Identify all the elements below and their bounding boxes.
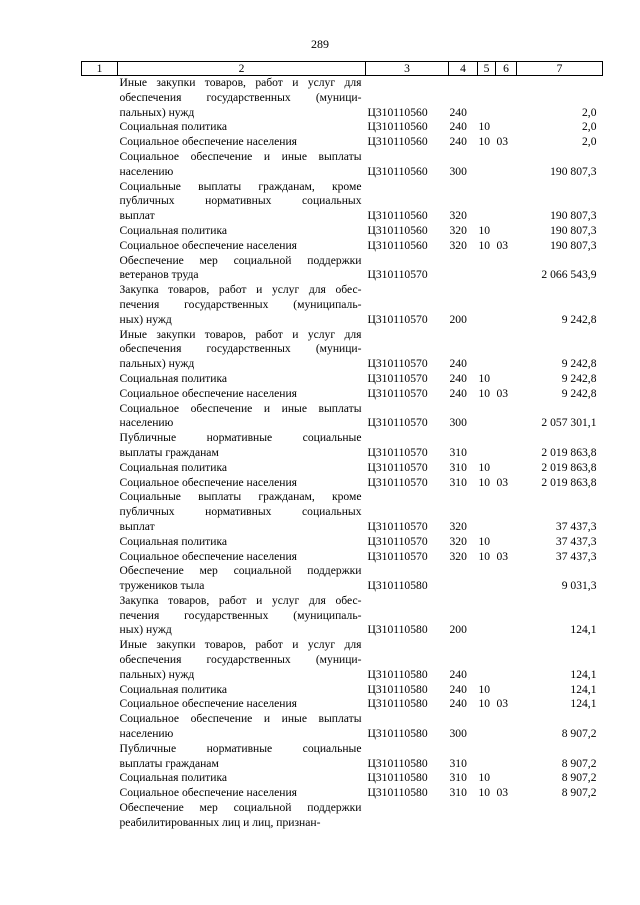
row-subsection-cell [496,801,517,831]
row-amount-cell: 8 907,2 [561,771,597,785]
row-section-cell: 10 [478,386,491,400]
row-name-line: ных) нужд [119,623,172,637]
row-section-cell [478,328,496,372]
row-number-cell [82,550,118,565]
row-section-cell [478,431,496,461]
row-number-cell [82,697,118,712]
row-code-cell: Ц310110570 [367,475,428,489]
row-name-line: выплат [119,519,155,533]
table-row [82,801,603,831]
row-name-line: печения государственных (муниципаль- [119,608,362,622]
row-name-cell [118,224,366,239]
row-amount-cell: 37 437,3 [555,549,597,563]
row-code-cell: Ц310110580 [367,771,428,785]
row-amount-cell: 2,0 [582,135,597,149]
row-number-cell [82,683,118,698]
row-name-line: Социальное обеспечение и иные выплаты [119,149,362,163]
table-row [82,697,603,712]
row-number-cell [82,224,118,239]
row-number-cell [82,564,118,594]
row-name-line: реабилитированных лиц и лиц, признан- [119,815,321,829]
row-code-cell: Ц310110580 [367,786,428,800]
row-number-cell [82,712,118,742]
row-section-cell [478,76,496,121]
row-section-cell: 10 [478,460,491,474]
budget-table [81,61,603,831]
table-row [82,535,603,550]
row-expense-type-cell: 240 [449,120,467,134]
row-name-line: Публичные нормативные социальные [119,431,362,445]
row-name-line: Иные закупки товаров, работ и услуг для [119,638,362,652]
row-name-line: населению [119,727,174,741]
row-code-cell: Ц310110570 [367,460,428,474]
row-subsection-cell [496,120,517,135]
table-row [82,564,603,594]
row-number-cell [82,150,118,180]
table-row [82,120,603,135]
row-section-cell: 10 [478,238,491,252]
row-subsection-cell: 03 [496,697,509,711]
header-col-6: 6 [496,62,517,76]
row-number-cell [82,461,118,476]
row-name-line: Социальная политика [119,371,228,385]
row-name-line: Социальные выплаты гражданам, кроме [119,179,362,193]
row-code-cell: Ц310110560 [367,223,428,237]
row-code-cell: Ц310110560 [367,105,428,119]
row-expense-type-cell: 320 [449,238,467,252]
row-subsection-cell [496,771,517,786]
row-name-cell [118,697,366,712]
table-row [82,224,603,239]
row-section-cell: 10 [478,771,491,785]
row-number-cell [82,254,118,284]
row-code-cell: Ц310110580 [367,727,428,741]
row-name-line: публичных нормативных социальных [119,194,362,208]
row-name-line: Социальное обеспечение и иные выплаты [119,401,362,415]
row-name-line: Обеспечение мер социальной поддержки [119,801,362,815]
table-row [82,387,603,402]
row-amount-cell: 2 066 543,9 [541,268,597,282]
row-subsection-cell: 03 [496,238,509,252]
table-row [82,771,603,786]
row-name-line: Социальная политика [119,534,228,548]
row-name-line: пальных) нужд [119,357,195,371]
row-subsection-cell [496,328,517,372]
row-name-line: населению [119,416,174,430]
row-section-cell: 10 [478,549,491,563]
table-row [82,461,603,476]
row-section-cell: 10 [478,120,491,134]
row-name-line: Социальное обеспечение населения [119,549,298,563]
row-name-cell [118,387,366,402]
row-subsection-cell [496,224,517,239]
row-expense-type-cell: 300 [449,164,467,178]
row-expense-type-cell: 240 [449,135,467,149]
row-section-cell [478,283,496,327]
row-subsection-cell [496,683,517,698]
row-amount-cell: 37 437,3 [555,519,597,533]
table-row [82,239,603,254]
row-number-cell [82,431,118,461]
row-expense-type-cell: 240 [449,371,467,385]
row-code-cell: Ц310110570 [367,416,428,430]
row-name-line: Обеспечение мер социальной поддержки [119,253,362,267]
table-row [82,150,603,180]
row-section-cell [478,402,496,432]
row-amount-cell: 37 437,3 [555,534,597,548]
row-number-cell [82,387,118,402]
row-subsection-cell [496,638,517,682]
row-name-line: выплаты гражданам [119,756,219,770]
row-expense-type-cell: 320 [449,549,467,563]
row-code-cell: Ц310110560 [367,164,428,178]
table-row [82,490,603,534]
row-expense-type-cell: 300 [449,727,467,741]
row-amount-cell: 8 907,2 [561,756,597,770]
row-amount-cell: 2 057 301,1 [541,416,597,430]
row-code-cell: Ц310110580 [367,682,428,696]
row-amount-cell: 9 242,8 [561,357,597,371]
row-expense-type-cell: 320 [449,209,467,223]
row-amount-cell: 2,0 [582,120,597,134]
row-subsection-cell [496,535,517,550]
row-code-cell: Ц310110570 [367,549,428,563]
row-subsection-cell: 03 [496,135,509,149]
row-name-cell [118,771,366,786]
row-name-line: Социальные выплаты гражданам, кроме [119,490,362,504]
header-col-5: 5 [478,62,496,76]
table-row [82,402,603,432]
row-name-cell [118,431,366,461]
row-amount-cell: 190 807,3 [550,164,597,178]
row-code-cell [366,801,449,831]
row-section-cell [478,742,496,772]
row-name-cell [118,535,366,550]
table-row [82,76,603,121]
row-number-cell [82,638,118,682]
row-name-cell [118,239,366,254]
row-expense-type-cell: 310 [449,786,467,800]
table-header [82,62,603,76]
row-name-cell [118,283,366,327]
row-expense-type-cell: 240 [449,682,467,696]
row-name-line: выплат [119,209,155,223]
row-code-cell: Ц310110580 [367,697,428,711]
row-expense-type-cell: 310 [449,771,467,785]
row-name-cell [118,476,366,491]
row-expense-type-cell: 310 [449,445,467,459]
row-code-cell: Ц310110560 [367,238,428,252]
row-name-cell [118,135,366,150]
row-amount-cell: 2 019 863,8 [541,460,597,474]
table-row [82,742,603,772]
row-name-line: Обеспечение мер социальной поддержки [119,564,362,578]
row-name-cell [118,638,366,682]
row-section-cell [478,594,496,638]
row-name-cell [118,801,366,831]
row-name-line: Социальное обеспечение населения [119,386,298,400]
row-amount-cell: 2 019 863,8 [541,475,597,489]
row-subsection-cell [496,594,517,638]
row-name-cell [118,564,366,594]
row-section-cell [478,150,496,180]
row-code-cell: Ц310110570 [367,386,428,400]
row-amount-cell: 124,1 [570,623,597,637]
row-name-cell [118,328,366,372]
row-section-cell [478,254,496,284]
row-code-cell: Ц310110570 [367,312,428,326]
row-section-cell [478,712,496,742]
table-row [82,683,603,698]
row-number-cell [82,76,118,121]
row-number-cell [82,120,118,135]
row-number-cell [82,490,118,534]
row-subsection-cell [496,712,517,742]
row-subsection-cell [496,564,517,594]
table-row [82,638,603,682]
row-expense-type-cell: 320 [449,519,467,533]
row-number-cell [82,328,118,372]
row-name-line: Закупка товаров, работ и услуг для обес- [119,593,362,607]
row-number-cell [82,180,118,224]
row-code-cell: Ц310110560 [367,135,428,149]
row-name-cell [118,150,366,180]
row-code-cell: Ц310110570 [367,445,428,459]
row-name-line: Социальное обеспечение и иные выплаты [119,712,362,726]
row-name-cell [118,742,366,772]
row-code-cell: Ц310110560 [367,209,428,223]
row-subsection-cell: 03 [496,549,509,563]
header-col-1: 1 [82,62,118,76]
row-name-line: пальных) нужд [119,667,195,681]
row-expense-type-cell: 310 [449,460,467,474]
row-name-cell [118,594,366,638]
table-row [82,135,603,150]
page-number: 289 [311,37,329,51]
row-name-line: Иные закупки товаров, работ и услуг для [119,76,362,89]
row-subsection-cell [496,254,517,284]
row-name-line: Социальное обеспечение населения [119,475,298,489]
row-subsection-cell [496,180,517,224]
row-code-cell: Ц310110580 [367,623,428,637]
table-row [82,550,603,565]
header-col-4: 4 [449,62,478,76]
row-name-line: ветеранов труда [119,268,199,282]
table-row [82,254,603,284]
row-expense-type-cell: 310 [449,756,467,770]
table-row [82,283,603,327]
row-name-line: Социальное обеспечение населения [119,238,298,252]
row-name-cell [118,786,366,801]
header-row [82,62,603,76]
row-name-line: печения государственных (муниципаль- [119,297,362,311]
row-subsection-cell [496,402,517,432]
row-name-cell [118,461,366,476]
row-amount-cell: 190 807,3 [550,238,597,252]
row-expense-type-cell: 300 [449,416,467,430]
row-amount-cell: 2 019 863,8 [541,445,597,459]
row-name-line: Социальная политика [119,120,228,134]
row-section-cell [478,801,496,831]
table-row [82,594,603,638]
row-subsection-cell: 03 [496,786,509,800]
row-section-cell: 10 [478,786,491,800]
row-name-line: обеспечения государственных (муници- [119,342,362,356]
row-amount-cell: 190 807,3 [550,223,597,237]
row-number-cell [82,283,118,327]
row-name-line: тружеников тыла [119,579,205,593]
row-name-line: Социальное обеспечение населения [119,135,298,149]
row-amount-cell: 9 242,8 [561,371,597,385]
row-name-line: обеспечения государственных (муници- [119,90,362,104]
row-name-cell [118,120,366,135]
table-row [82,786,603,801]
row-name-line: пальных) нужд [119,105,195,119]
row-number-cell [82,801,118,831]
table-row [82,712,603,742]
row-subsection-cell [496,372,517,387]
row-amount-cell [517,801,603,831]
row-code-cell: Ц310110580 [367,756,428,770]
row-number-cell [82,476,118,491]
row-amount-cell: 124,1 [570,697,597,711]
row-expense-type-cell: 240 [449,386,467,400]
row-number-cell [82,594,118,638]
row-section-cell: 10 [478,223,491,237]
row-name-cell [118,402,366,432]
table-body [82,76,603,831]
row-code-cell: Ц310110580 [367,667,428,681]
row-amount-cell: 8 907,2 [561,727,597,741]
row-number-cell [82,135,118,150]
row-amount-cell: 190 807,3 [550,209,597,223]
row-name-cell [118,712,366,742]
row-expense-type-cell: 240 [449,667,467,681]
row-subsection-cell: 03 [496,475,509,489]
row-name-line: Социальная политика [119,223,228,237]
row-subsection-cell [496,461,517,476]
row-section-cell: 10 [478,475,491,489]
row-amount-cell: 9 242,8 [561,386,597,400]
row-section-cell [478,564,496,594]
row-section-cell: 10 [478,371,491,385]
row-section-cell: 10 [478,697,491,711]
row-expense-type-cell: 200 [449,312,467,326]
row-name-line: Социальное обеспечение населения [119,786,298,800]
row-name-line: Социальное обеспечение населения [119,697,298,711]
row-number-cell [82,372,118,387]
header-col-3: 3 [366,62,449,76]
row-name-line: ных) нужд [119,312,172,326]
row-section-cell: 10 [478,135,491,149]
row-expense-type-cell [449,564,478,594]
table-row [82,372,603,387]
row-amount-cell: 9 242,8 [561,312,597,326]
row-section-cell [478,638,496,682]
row-number-cell [82,786,118,801]
row-code-cell: Ц310110570 [367,371,428,385]
row-expense-type-cell [449,801,478,831]
row-name-line: Социальная политика [119,460,228,474]
row-name-cell [118,372,366,387]
row-name-line: Публичные нормативные социальные [119,741,362,755]
row-subsection-cell [496,150,517,180]
row-name-line: Закупка товаров, работ и услуг для обес- [119,283,362,297]
row-expense-type-cell: 320 [449,534,467,548]
row-section-cell [478,490,496,534]
row-subsection-cell [496,283,517,327]
row-name-line: Социальная политика [119,682,228,696]
row-section-cell: 10 [478,534,491,548]
row-amount-cell: 2,0 [582,105,597,119]
row-number-cell [82,535,118,550]
row-name-cell [118,180,366,224]
table-row [82,431,603,461]
table-row [82,328,603,372]
row-code-cell: Ц310110570 [367,519,428,533]
row-number-cell [82,771,118,786]
row-name-cell [118,76,366,121]
row-expense-type-cell: 240 [449,357,467,371]
row-amount-cell: 124,1 [570,682,597,696]
row-code-cell: Ц310110570 [367,534,428,548]
row-expense-type-cell: 310 [449,475,467,489]
row-name-cell [118,550,366,565]
row-subsection-cell [496,742,517,772]
row-name-line: обеспечения государственных (муници- [119,653,362,667]
row-name-cell [118,683,366,698]
row-name-line: публичных нормативных социальных [119,505,362,519]
row-subsection-cell [496,490,517,534]
row-expense-type-cell: 240 [449,697,467,711]
row-number-cell [82,402,118,432]
row-code-cell: Ц310110580 [367,579,428,593]
row-amount-cell: 9 031,3 [561,579,597,593]
row-name-line: выплаты гражданам [119,445,219,459]
row-subsection-cell [496,76,517,121]
row-section-cell: 10 [478,682,491,696]
row-name-cell [118,254,366,284]
row-amount-cell: 124,1 [570,667,597,681]
table-row [82,180,603,224]
row-expense-type-cell: 200 [449,623,467,637]
row-expense-type-cell: 320 [449,223,467,237]
row-subsection-cell [496,431,517,461]
row-name-line: населению [119,164,174,178]
header-col-7: 7 [517,62,603,76]
table-row [82,476,603,491]
row-name-line: Социальная политика [119,771,228,785]
row-number-cell [82,239,118,254]
row-expense-type-cell [449,254,478,284]
row-number-cell [82,742,118,772]
row-expense-type-cell: 240 [449,105,467,119]
row-name-line: Иные закупки товаров, работ и услуг для [119,327,362,341]
row-code-cell: Ц310110570 [367,268,428,282]
row-code-cell: Ц310110560 [367,120,428,134]
row-code-cell: Ц310110570 [367,357,428,371]
header-col-2: 2 [118,62,366,76]
row-section-cell [478,180,496,224]
row-name-cell [118,490,366,534]
row-subsection-cell: 03 [496,386,509,400]
row-amount-cell: 8 907,2 [561,786,597,800]
